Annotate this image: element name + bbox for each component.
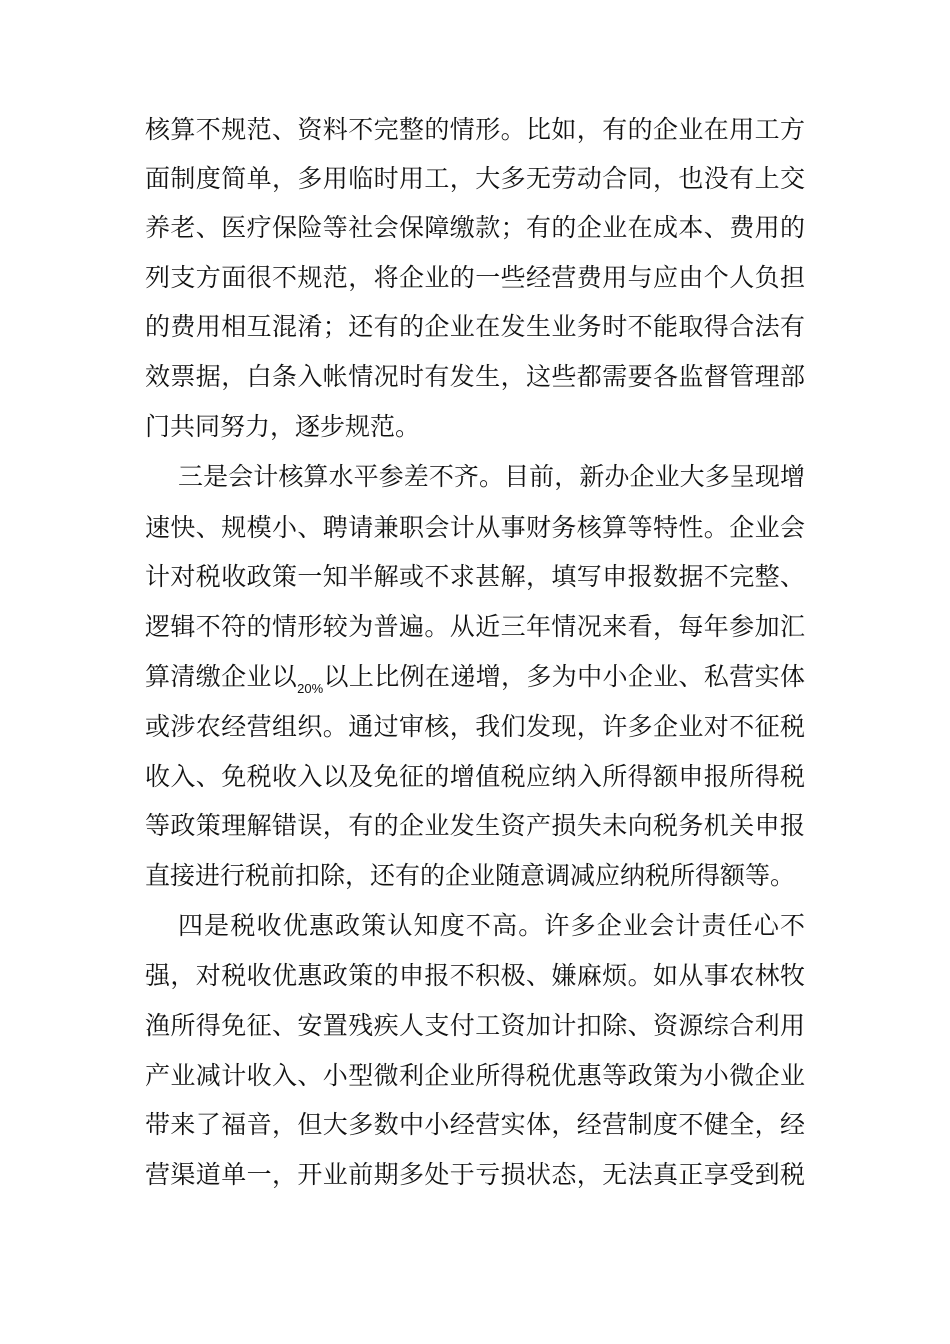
text-line-20: 产业减计收入、小型微利企业所得税优惠等政策为小微企业 [145, 1061, 805, 1090]
text-line-4: 列支方面很不规范，将企业的一些经营费用与应由个人负担 [145, 263, 805, 292]
text-line-21: 带来了福音，但大多数中小经营实体，经营制度不健全，经 [145, 1110, 805, 1139]
text-line-12 [145, 660, 805, 694]
text-line-6: 效票据，白条入帐情况时有发生，这些都需要各监督管理部 [145, 362, 805, 391]
text-line-1: 核算不规范、资料不完整的情形。比如，有的企业在用工方 [145, 115, 805, 144]
text-line-7: 门共同努力，逐步规范。 [145, 412, 421, 441]
text-line-15: 等政策理解错误，有的企业发生资产损失未向税务机关申报 [145, 811, 805, 840]
text-segment-c: 以上比例在递增，多为中小企业、私营实体 [323, 662, 805, 691]
text-line-13: 或涉农经营组织。通过审核，我们发现，许多企业对不征税 [145, 712, 805, 741]
text-line-14: 收入、免税收入以及免征的增值税应纳入所得额申报所得税 [145, 762, 805, 791]
percent-value: 20% [297, 681, 324, 696]
text-line-3: 养老、医疗保险等社会保障缴款；有的企业在成本、费用的 [145, 213, 805, 242]
text-line-9: 速快、规模小、聘请兼职会计从事财务核算等特性。企业会 [145, 513, 805, 542]
text-line-22: 营渠道单一，开业前期多处于亏损状态，无法真正享受到税 [145, 1160, 805, 1189]
text-line-18: 强，对税收优惠政策的申报不积极、嫌麻烦。如从事农林牧 [145, 961, 805, 990]
text-line-19: 渔所得免征、安置残疾人支付工资加计扣除、资源综合利用 [145, 1011, 805, 1040]
paragraph-heading-three: 三是会计核算水平参差不齐。目前，新办企业大多呈现增 [178, 462, 805, 491]
text-line-5: 的费用相互混淆；还有的企业在发生业务时不能取得合法有 [145, 312, 805, 341]
paragraph-heading-four: 四是税收优惠政策认知度不高。许多企业会计责任心不 [178, 911, 805, 940]
text-segment-a: 算清缴企业以 [145, 662, 298, 691]
text-line-10: 计对税收政策一知半解或不求甚解，填写申报数据不完整、 [145, 562, 805, 591]
text-line-11: 逻辑不符的情形较为普遍。从近三年情况来看，每年参加汇 [145, 612, 805, 641]
text-line-16: 直接进行税前扣除，还有的企业随意调减应纳税所得额等。 [145, 861, 796, 890]
text-line-2: 面制度简单，多用临时用工，大多无劳动合同，也没有上交 [145, 164, 805, 193]
